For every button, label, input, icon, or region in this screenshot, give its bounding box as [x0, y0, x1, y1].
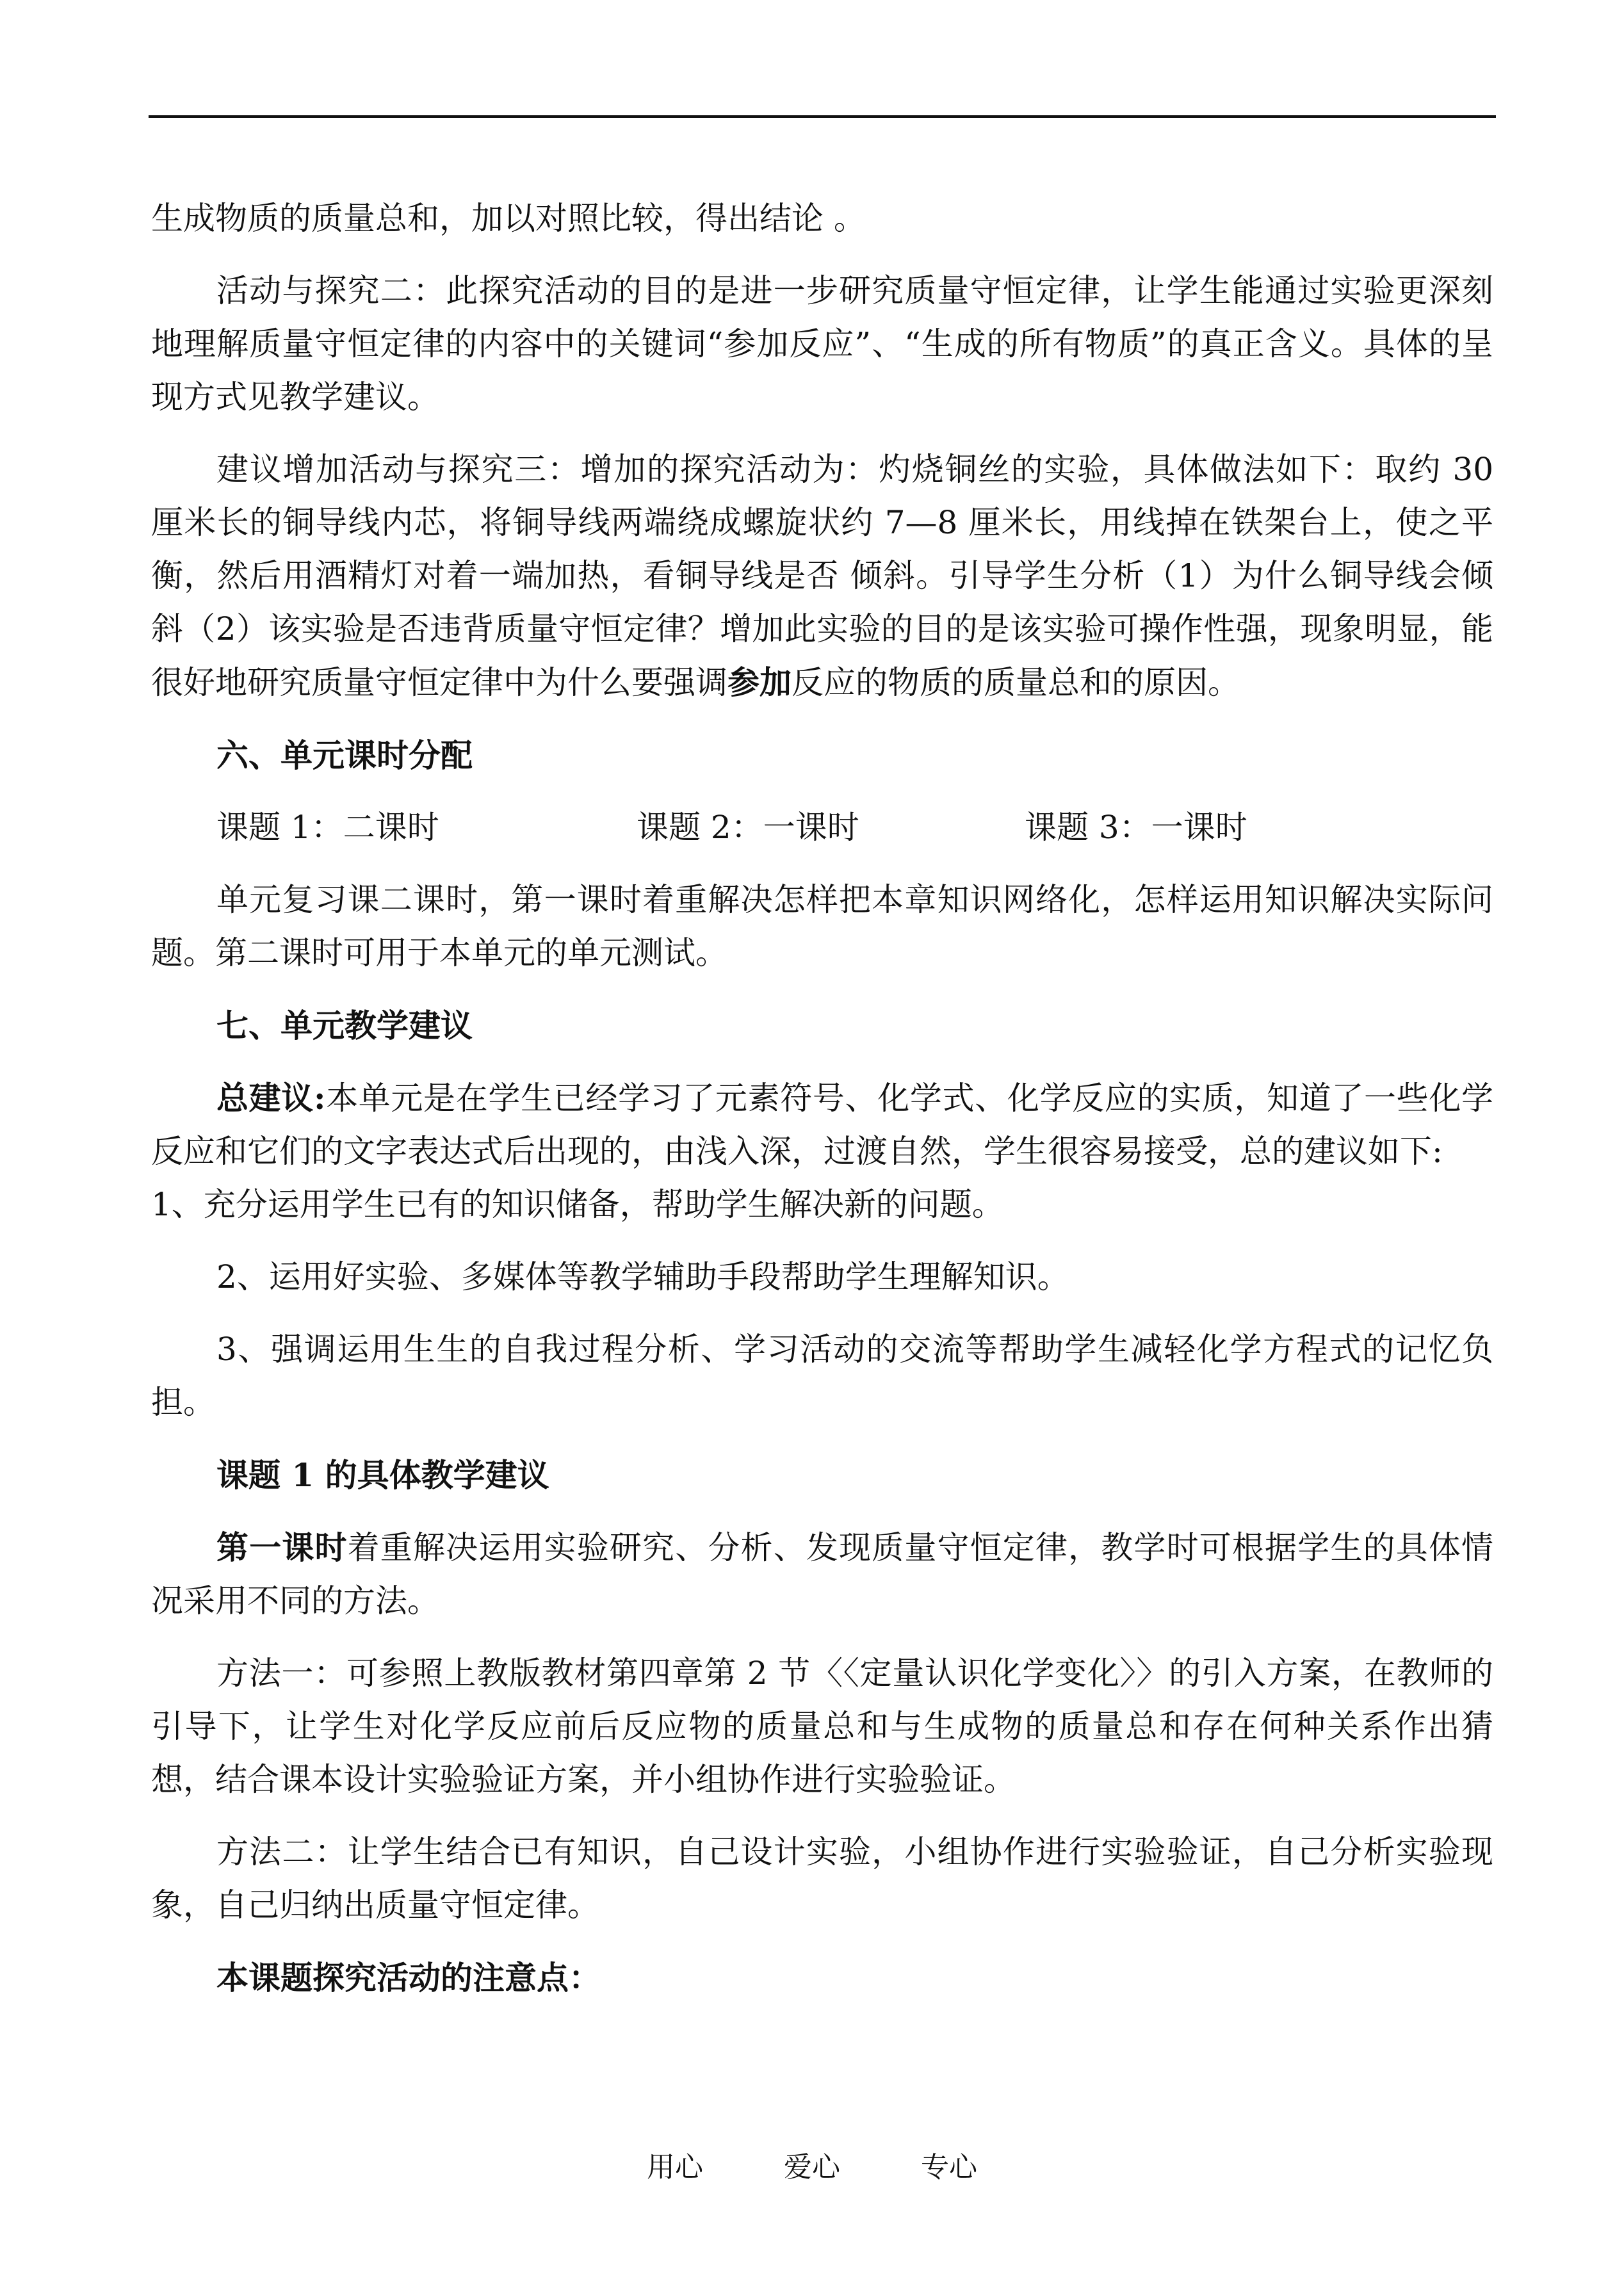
topic-1-heading: 课题 1 的具体教学建议 — [216, 1456, 549, 1494]
paragraph-review: 单元复习课二课时，第一课时着重解决怎样把本章知识网络化，怎样运用知识解决实际问题。第二课时可用于本单元的单元测试。 — [151, 881, 1493, 971]
advice-item-1: 1、充分运用学生已有的知识储备，帮助学生解决新的问题。 — [151, 1186, 1004, 1223]
footer-word-1: 用心 — [647, 2151, 703, 2184]
general-advice-label: 总建议: — [216, 1079, 326, 1117]
paragraph-activity-2: 活动与探究二：此探究活动的目的是进一步研究质量守恒定律，让学生能通过实验更深刻地理解质量守恒定律的内容中的关键词“参加反应”、“生成的所有物质”的真正含义。具体的呈现方式见教学建议。 — [151, 272, 1493, 416]
footer-word-3: 专心 — [921, 2151, 977, 2184]
paragraph-activity-3 — [151, 443, 1493, 710]
schedule-item-1: 课题 1：二课时 — [216, 809, 439, 846]
document-body — [151, 192, 1493, 2023]
header-rule — [149, 115, 1496, 118]
section-heading-7: 七、单元教学建议 — [216, 1007, 473, 1044]
schedule-item-2: 课题 2：一课时 — [637, 809, 859, 846]
paragraph-general-advice — [151, 1071, 1493, 1178]
activity-3-text: 建议增加活动与探究三：增加的探究活动为：灼烧铜丝的实验，具体做法如下：取约 30 厘米长的铜导线内芯，将铜导线两端绕成螺旋状约 7—8 厘米长，用线掉在铁架台上，使之平衡，然后用酒精灯对着一端加热，看铜导线是否 倾斜。引导学生分析（1）为什么铜导线会倾斜（2）该实验是否违背质量守恒定律？增加此实验的目的是该实验可操作性强，现象明显，能很好地研究质量守恒定律中为什么要强调 — [151, 451, 1494, 701]
schedule-row — [151, 801, 1493, 854]
advice-item-3: 3、强调运用生生的自我过程分析、学习活动的交流等帮助学生减轻化学方程式的记忆负担。 — [151, 1331, 1493, 1421]
activity-3-bold: 参加 — [727, 663, 792, 701]
advice-item-2: 2、运用好实验、多媒体等教学辅助手段帮助学生理解知识。 — [216, 1258, 1069, 1295]
paragraph-first-lesson — [151, 1521, 1493, 1628]
first-lesson-text: 着重解决运用实验研究、分析、发现质量守恒定律，教学时可根据学生的具体情况采用不同的方法。 — [151, 1529, 1494, 1619]
section-heading-6: 六、单元课时分配 — [216, 736, 473, 774]
notes-heading: 本课题探究活动的注意点： — [216, 1959, 601, 1997]
paragraph-method-1: 方法一：可参照上教版教材第四章第 2 节〈〈定量认识化学变化〉〉的引入方案，在教师的引导下，让学生对化学反应前后反应物的质量总和与生成物的质量总和存在何种关系作出猜想，结合课本设计实验验证方案，并小组协作进行实验验证。 — [151, 1655, 1493, 1798]
activity-3-tail: 反应的物质的质量总和的原因。 — [792, 664, 1240, 701]
paragraph-1: 生成物质的质量总和，加以对照比较，得出结论 。 — [151, 200, 866, 237]
general-advice-text: 本单元是在学生已经学习了元素符号、化学式、化学反应的实质，知道了一些化学反应和它们的文字表达式后出现的，由浅入深，过渡自然，学生很容易接受，总的建议如下: — [151, 1080, 1493, 1170]
first-lesson-label: 第一课时 — [216, 1529, 348, 1566]
footer-word-2: 爱心 — [784, 2151, 840, 2184]
schedule-item-3: 课题 3：一课时 — [1025, 809, 1247, 846]
page-footer — [0, 2144, 1624, 2185]
paragraph-method-2: 方法二：让学生结合已有知识，自己设计实验，小组协作进行实验验证，自己分析实验现象，自己归纳出质量守恒定律。 — [151, 1833, 1493, 1924]
